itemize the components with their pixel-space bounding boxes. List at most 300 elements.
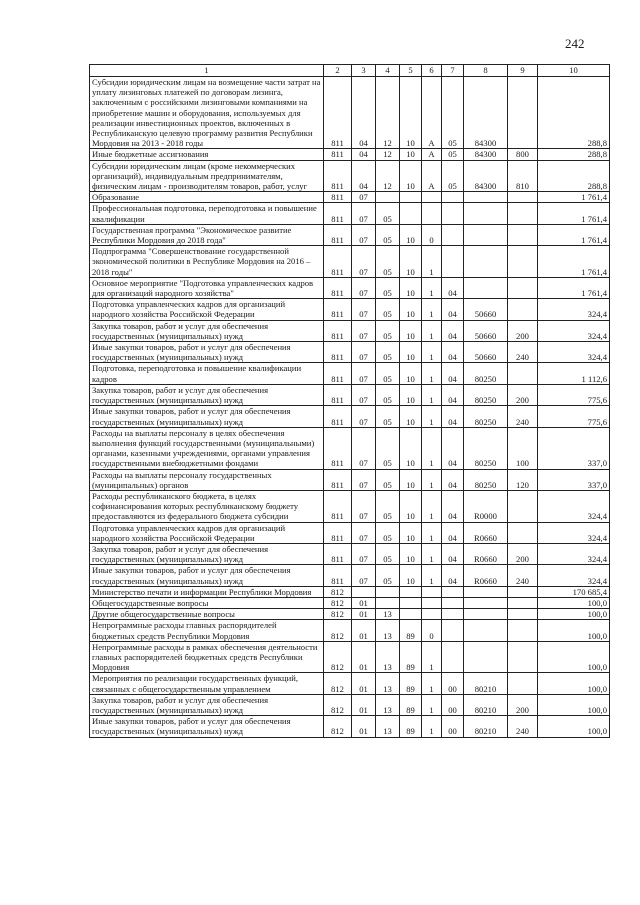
table-row bbox=[90, 277, 610, 298]
row-name: Закупка товаров, работ и услуг для обеспечения государственных (муниципальных) нужд bbox=[90, 694, 324, 715]
col-5: 10 bbox=[400, 246, 422, 278]
col-3: 04 bbox=[352, 149, 376, 160]
col-3: 07 bbox=[352, 565, 376, 586]
table-row bbox=[90, 427, 610, 469]
col-2: 811 bbox=[324, 299, 352, 320]
row-name: Субсидии юридическим лицам на возмещение части затрат на уплату лизинговых платежей по договорам лизинга, заключенным с российскими лизинговыми компаниями на приобретение машин и оборудования, используемых для реализации инвестиционных проектов, включенных в Республиканскую целевую программу развития Республики Мордовия на 2013 - 2018 годы bbox=[90, 77, 324, 149]
col-9 bbox=[508, 192, 538, 203]
col-8: 50660 bbox=[464, 299, 508, 320]
col-5: 10 bbox=[400, 160, 422, 192]
col-6: 1 bbox=[422, 716, 442, 737]
table-body bbox=[90, 77, 610, 738]
table-row bbox=[90, 246, 610, 278]
col-9: 120 bbox=[508, 469, 538, 490]
col-3: 07 bbox=[352, 342, 376, 363]
col-3: 07 bbox=[352, 543, 376, 564]
col-4: 05 bbox=[376, 490, 400, 522]
table-row bbox=[90, 406, 610, 427]
col-4: 12 bbox=[376, 149, 400, 160]
col-10-amount: 1 761,4 bbox=[538, 224, 610, 245]
col-4: 13 bbox=[376, 641, 400, 673]
col-3: 07 bbox=[352, 246, 376, 278]
table-row bbox=[90, 490, 610, 522]
col-7 bbox=[442, 192, 464, 203]
col-2: 811 bbox=[324, 543, 352, 564]
col-8: R0660 bbox=[464, 543, 508, 564]
col-4: 05 bbox=[376, 299, 400, 320]
col-5 bbox=[400, 203, 422, 224]
col-4: 05 bbox=[376, 320, 400, 341]
col-6: 1 bbox=[422, 277, 442, 298]
col-10-amount: 170 685,4 bbox=[538, 586, 610, 597]
col-10-amount: 100,0 bbox=[538, 609, 610, 620]
col-3: 07 bbox=[352, 224, 376, 245]
row-name: Министерство печати и информации Республики Мордовия bbox=[90, 586, 324, 597]
table-row bbox=[90, 160, 610, 192]
col-10-amount: 337,0 bbox=[538, 427, 610, 469]
col-6: А bbox=[422, 149, 442, 160]
col-8 bbox=[464, 609, 508, 620]
col-8: 80250 bbox=[464, 363, 508, 384]
col-7 bbox=[442, 586, 464, 597]
col-10-amount: 100,0 bbox=[538, 620, 610, 641]
col-8 bbox=[464, 586, 508, 597]
col-10-amount: 288,8 bbox=[538, 77, 610, 149]
row-name: Непрограммные расходы в рамках обеспечения деятельности главных распорядителей бюджетных средств Республики Мордовия bbox=[90, 641, 324, 673]
col-10-amount: 775,6 bbox=[538, 406, 610, 427]
row-name: Иные закупки товаров, работ и услуг для обеспечения государственных (муниципальных) нужд bbox=[90, 406, 324, 427]
col-3: 04 bbox=[352, 77, 376, 149]
col-9 bbox=[508, 620, 538, 641]
header-cell: 4 bbox=[376, 65, 400, 77]
col-10-amount: 100,0 bbox=[538, 673, 610, 694]
col-5: 10 bbox=[400, 224, 422, 245]
row-name: Закупка товаров, работ и услуг для обеспечения государственных (муниципальных) нужд bbox=[90, 320, 324, 341]
col-9 bbox=[508, 673, 538, 694]
col-10-amount: 1 761,4 bbox=[538, 277, 610, 298]
col-7: 00 bbox=[442, 694, 464, 715]
col-4: 05 bbox=[376, 406, 400, 427]
col-3: 07 bbox=[352, 299, 376, 320]
header-row bbox=[90, 65, 610, 77]
col-10-amount: 1 761,4 bbox=[538, 192, 610, 203]
col-7: 04 bbox=[442, 299, 464, 320]
col-10-amount: 324,4 bbox=[538, 490, 610, 522]
col-5: 89 bbox=[400, 716, 422, 737]
col-2: 811 bbox=[324, 427, 352, 469]
col-6: 1 bbox=[422, 469, 442, 490]
row-name: Иные закупки товаров, работ и услуг для обеспечения государственных (муниципальных) нужд bbox=[90, 716, 324, 737]
col-9 bbox=[508, 203, 538, 224]
col-2: 811 bbox=[324, 406, 352, 427]
col-5 bbox=[400, 192, 422, 203]
col-2: 811 bbox=[324, 203, 352, 224]
col-7: 04 bbox=[442, 320, 464, 341]
col-2: 811 bbox=[324, 469, 352, 490]
table-row bbox=[90, 469, 610, 490]
col-2: 812 bbox=[324, 620, 352, 641]
row-name: Иные закупки товаров, работ и услуг для обеспечения государственных (муниципальных) нужд bbox=[90, 565, 324, 586]
col-5: 10 bbox=[400, 277, 422, 298]
col-3: 07 bbox=[352, 522, 376, 543]
col-4 bbox=[376, 192, 400, 203]
col-7: 04 bbox=[442, 363, 464, 384]
col-5: 89 bbox=[400, 620, 422, 641]
col-7: 00 bbox=[442, 673, 464, 694]
col-8: 84300 bbox=[464, 77, 508, 149]
header-cell: 1 bbox=[90, 65, 324, 77]
col-5 bbox=[400, 609, 422, 620]
col-10-amount: 324,4 bbox=[538, 565, 610, 586]
row-name: Иные закупки товаров, работ и услуг для обеспечения государственных (муниципальных) нужд bbox=[90, 342, 324, 363]
col-7: 04 bbox=[442, 427, 464, 469]
col-5: 10 bbox=[400, 469, 422, 490]
table-row bbox=[90, 586, 610, 597]
col-3: 01 bbox=[352, 609, 376, 620]
col-3: 04 bbox=[352, 160, 376, 192]
table-row bbox=[90, 320, 610, 341]
row-name: Непрограммные расходы главных распорядителей бюджетных средств Республики Мордовия bbox=[90, 620, 324, 641]
col-7: 04 bbox=[442, 342, 464, 363]
col-6: 1 bbox=[422, 565, 442, 586]
col-8 bbox=[464, 277, 508, 298]
col-2: 811 bbox=[324, 149, 352, 160]
col-9 bbox=[508, 277, 538, 298]
col-10-amount: 324,4 bbox=[538, 342, 610, 363]
header-cell: 8 bbox=[464, 65, 508, 77]
col-9 bbox=[508, 490, 538, 522]
col-10-amount: 324,4 bbox=[538, 299, 610, 320]
col-2: 812 bbox=[324, 597, 352, 608]
row-name: Закупка товаров, работ и услуг для обеспечения государственных (муниципальных) нужд bbox=[90, 384, 324, 405]
col-7: 05 bbox=[442, 77, 464, 149]
row-name: Расходы на выплаты персоналу государственных (муниципальных) органов bbox=[90, 469, 324, 490]
col-3: 01 bbox=[352, 597, 376, 608]
col-3: 01 bbox=[352, 673, 376, 694]
col-7 bbox=[442, 620, 464, 641]
col-3: 01 bbox=[352, 716, 376, 737]
col-7: 04 bbox=[442, 406, 464, 427]
col-7: 04 bbox=[442, 384, 464, 405]
col-2: 811 bbox=[324, 342, 352, 363]
table-row bbox=[90, 522, 610, 543]
col-8: 80210 bbox=[464, 673, 508, 694]
col-7 bbox=[442, 597, 464, 608]
table-row bbox=[90, 609, 610, 620]
col-4: 05 bbox=[376, 384, 400, 405]
col-4: 05 bbox=[376, 543, 400, 564]
row-name: Подготовка, переподготовка и повышение квалификации кадров bbox=[90, 363, 324, 384]
col-6: 1 bbox=[422, 522, 442, 543]
col-10-amount: 324,4 bbox=[538, 543, 610, 564]
col-4: 05 bbox=[376, 277, 400, 298]
col-4: 05 bbox=[376, 246, 400, 278]
col-4: 05 bbox=[376, 203, 400, 224]
header-cell: 6 bbox=[422, 65, 442, 77]
col-3: 07 bbox=[352, 320, 376, 341]
col-8: R0000 bbox=[464, 490, 508, 522]
col-2: 812 bbox=[324, 694, 352, 715]
col-8: 80250 bbox=[464, 384, 508, 405]
col-9 bbox=[508, 299, 538, 320]
row-name: Образование bbox=[90, 192, 324, 203]
col-6: 0 bbox=[422, 224, 442, 245]
table-row bbox=[90, 299, 610, 320]
col-5: 10 bbox=[400, 522, 422, 543]
col-10-amount: 1 761,4 bbox=[538, 246, 610, 278]
col-8: 80250 bbox=[464, 469, 508, 490]
col-5: 10 bbox=[400, 149, 422, 160]
col-7 bbox=[442, 609, 464, 620]
col-5: 89 bbox=[400, 694, 422, 715]
col-2: 811 bbox=[324, 160, 352, 192]
table-row bbox=[90, 342, 610, 363]
col-6: 1 bbox=[422, 543, 442, 564]
col-6: А bbox=[422, 160, 442, 192]
col-5: 10 bbox=[400, 406, 422, 427]
col-4: 05 bbox=[376, 469, 400, 490]
col-5 bbox=[400, 597, 422, 608]
col-2: 811 bbox=[324, 192, 352, 203]
col-8: 84300 bbox=[464, 149, 508, 160]
col-7: 04 bbox=[442, 469, 464, 490]
col-9 bbox=[508, 641, 538, 673]
table-row bbox=[90, 384, 610, 405]
table-row bbox=[90, 673, 610, 694]
row-name: Подготовка управленческих кадров для организаций народного хозяйства Российской Федерации bbox=[90, 299, 324, 320]
col-9: 200 bbox=[508, 694, 538, 715]
col-8: R0660 bbox=[464, 565, 508, 586]
col-10-amount: 324,4 bbox=[538, 522, 610, 543]
col-5: 89 bbox=[400, 673, 422, 694]
row-name: Закупка товаров, работ и услуг для обеспечения государственных (муниципальных) нужд bbox=[90, 543, 324, 564]
col-2: 811 bbox=[324, 565, 352, 586]
col-8 bbox=[464, 192, 508, 203]
table-row bbox=[90, 694, 610, 715]
col-8 bbox=[464, 203, 508, 224]
col-9 bbox=[508, 77, 538, 149]
col-6 bbox=[422, 203, 442, 224]
col-7: 00 bbox=[442, 716, 464, 737]
col-3: 01 bbox=[352, 641, 376, 673]
col-8: 80210 bbox=[464, 716, 508, 737]
col-7 bbox=[442, 641, 464, 673]
col-7: 05 bbox=[442, 149, 464, 160]
col-6: 1 bbox=[422, 694, 442, 715]
col-8: 80250 bbox=[464, 406, 508, 427]
col-4: 05 bbox=[376, 342, 400, 363]
col-9: 240 bbox=[508, 716, 538, 737]
col-6: 1 bbox=[422, 641, 442, 673]
col-8: 50660 bbox=[464, 342, 508, 363]
col-4: 13 bbox=[376, 673, 400, 694]
col-9: 200 bbox=[508, 384, 538, 405]
table-row bbox=[90, 363, 610, 384]
col-10-amount: 100,0 bbox=[538, 597, 610, 608]
header-cell: 5 bbox=[400, 65, 422, 77]
col-10-amount: 775,6 bbox=[538, 384, 610, 405]
table-row bbox=[90, 224, 610, 245]
col-10-amount: 324,4 bbox=[538, 320, 610, 341]
col-9 bbox=[508, 586, 538, 597]
table-row bbox=[90, 716, 610, 737]
col-6: 0 bbox=[422, 620, 442, 641]
col-2: 811 bbox=[324, 320, 352, 341]
budget-table bbox=[89, 64, 610, 738]
col-10-amount: 1 761,4 bbox=[538, 203, 610, 224]
col-2: 812 bbox=[324, 586, 352, 597]
col-9: 800 bbox=[508, 149, 538, 160]
col-9: 810 bbox=[508, 160, 538, 192]
table-row bbox=[90, 565, 610, 586]
col-8 bbox=[464, 597, 508, 608]
col-8: 84300 bbox=[464, 160, 508, 192]
col-4: 13 bbox=[376, 620, 400, 641]
row-name: Подготовка управленческих кадров для организаций народного хозяйства Российской Федерации bbox=[90, 522, 324, 543]
col-4 bbox=[376, 586, 400, 597]
col-10-amount: 337,0 bbox=[538, 469, 610, 490]
col-9: 200 bbox=[508, 543, 538, 564]
col-4: 13 bbox=[376, 694, 400, 715]
col-2: 812 bbox=[324, 673, 352, 694]
table-row bbox=[90, 597, 610, 608]
header-cell: 10 bbox=[538, 65, 610, 77]
col-4: 05 bbox=[376, 565, 400, 586]
col-4: 12 bbox=[376, 77, 400, 149]
col-10-amount: 100,0 bbox=[538, 716, 610, 737]
row-name: Другие общегосударственные вопросы bbox=[90, 609, 324, 620]
col-6: 1 bbox=[422, 384, 442, 405]
col-9 bbox=[508, 363, 538, 384]
col-9: 100 bbox=[508, 427, 538, 469]
col-7: 04 bbox=[442, 490, 464, 522]
table-row bbox=[90, 543, 610, 564]
col-9 bbox=[508, 609, 538, 620]
col-4: 05 bbox=[376, 224, 400, 245]
col-5: 10 bbox=[400, 342, 422, 363]
col-9 bbox=[508, 224, 538, 245]
col-2: 811 bbox=[324, 522, 352, 543]
col-7: 04 bbox=[442, 277, 464, 298]
col-6: А bbox=[422, 77, 442, 149]
row-name: Подпрограмма "Совершенствование государственной экономической политики в Республике Мордовия на 2016 – 2018 годы" bbox=[90, 246, 324, 278]
col-5 bbox=[400, 586, 422, 597]
col-5: 10 bbox=[400, 490, 422, 522]
col-2: 812 bbox=[324, 716, 352, 737]
col-8: 50660 bbox=[464, 320, 508, 341]
col-8 bbox=[464, 620, 508, 641]
col-5: 10 bbox=[400, 565, 422, 586]
col-10-amount: 288,8 bbox=[538, 149, 610, 160]
col-2: 811 bbox=[324, 363, 352, 384]
col-4: 13 bbox=[376, 609, 400, 620]
col-2: 812 bbox=[324, 609, 352, 620]
col-10-amount: 100,0 bbox=[538, 694, 610, 715]
col-4: 13 bbox=[376, 716, 400, 737]
col-3: 01 bbox=[352, 620, 376, 641]
col-8 bbox=[464, 246, 508, 278]
col-4: 05 bbox=[376, 427, 400, 469]
row-name: Профессиональная подготовка, переподготовка и повышение квалификации bbox=[90, 203, 324, 224]
col-2: 811 bbox=[324, 384, 352, 405]
col-7: 04 bbox=[442, 543, 464, 564]
col-7 bbox=[442, 203, 464, 224]
col-5: 10 bbox=[400, 363, 422, 384]
col-9 bbox=[508, 246, 538, 278]
col-9 bbox=[508, 597, 538, 608]
col-6 bbox=[422, 597, 442, 608]
col-5: 89 bbox=[400, 641, 422, 673]
col-3: 07 bbox=[352, 469, 376, 490]
header-cell: 7 bbox=[442, 65, 464, 77]
col-6: 1 bbox=[422, 320, 442, 341]
col-4 bbox=[376, 597, 400, 608]
col-6: 1 bbox=[422, 342, 442, 363]
col-6: 1 bbox=[422, 299, 442, 320]
col-3: 07 bbox=[352, 363, 376, 384]
col-6 bbox=[422, 192, 442, 203]
col-2: 811 bbox=[324, 246, 352, 278]
row-name: Мероприятия по реализации государственных функций, связанных с общегосударственным управлением bbox=[90, 673, 324, 694]
page-number: 242 bbox=[565, 36, 585, 51]
col-7: 05 bbox=[442, 160, 464, 192]
col-8: 80210 bbox=[464, 694, 508, 715]
col-8: 80250 bbox=[464, 427, 508, 469]
col-6: 1 bbox=[422, 490, 442, 522]
col-9: 240 bbox=[508, 565, 538, 586]
col-3: 07 bbox=[352, 490, 376, 522]
col-8 bbox=[464, 224, 508, 245]
col-6: 1 bbox=[422, 673, 442, 694]
col-3: 07 bbox=[352, 384, 376, 405]
col-4: 05 bbox=[376, 363, 400, 384]
col-5: 10 bbox=[400, 299, 422, 320]
header-cell: 2 bbox=[324, 65, 352, 77]
row-name: Расходы на выплаты персоналу в целях обеспечения выполнения функций государственными (муниципальными) органами, казенными учреждениями, органами управления государственными внебюджетными фондами bbox=[90, 427, 324, 469]
col-9: 240 bbox=[508, 342, 538, 363]
col-5: 10 bbox=[400, 543, 422, 564]
col-3 bbox=[352, 586, 376, 597]
col-7 bbox=[442, 224, 464, 245]
col-5: 10 bbox=[400, 427, 422, 469]
col-3: 07 bbox=[352, 192, 376, 203]
col-6: 1 bbox=[422, 406, 442, 427]
col-6 bbox=[422, 586, 442, 597]
col-7 bbox=[442, 246, 464, 278]
col-10-amount: 288,8 bbox=[538, 160, 610, 192]
col-6: 1 bbox=[422, 363, 442, 384]
col-2: 811 bbox=[324, 224, 352, 245]
table-row bbox=[90, 641, 610, 673]
col-3: 07 bbox=[352, 203, 376, 224]
col-6 bbox=[422, 609, 442, 620]
col-3: 07 bbox=[352, 406, 376, 427]
col-9: 200 bbox=[508, 320, 538, 341]
col-2: 812 bbox=[324, 641, 352, 673]
col-8 bbox=[464, 641, 508, 673]
col-3: 07 bbox=[352, 427, 376, 469]
row-name: Общегосударственные вопросы bbox=[90, 597, 324, 608]
row-name: Иные бюджетные ассигнования bbox=[90, 149, 324, 160]
col-7: 04 bbox=[442, 565, 464, 586]
col-6: 1 bbox=[422, 246, 442, 278]
row-name: Основное мероприятие "Подготовка управленческих кадров для организаций народного хозяйства" bbox=[90, 277, 324, 298]
col-2: 811 bbox=[324, 77, 352, 149]
col-7: 04 bbox=[442, 522, 464, 543]
col-2: 811 bbox=[324, 490, 352, 522]
table-row bbox=[90, 203, 610, 224]
col-10-amount: 100,0 bbox=[538, 641, 610, 673]
